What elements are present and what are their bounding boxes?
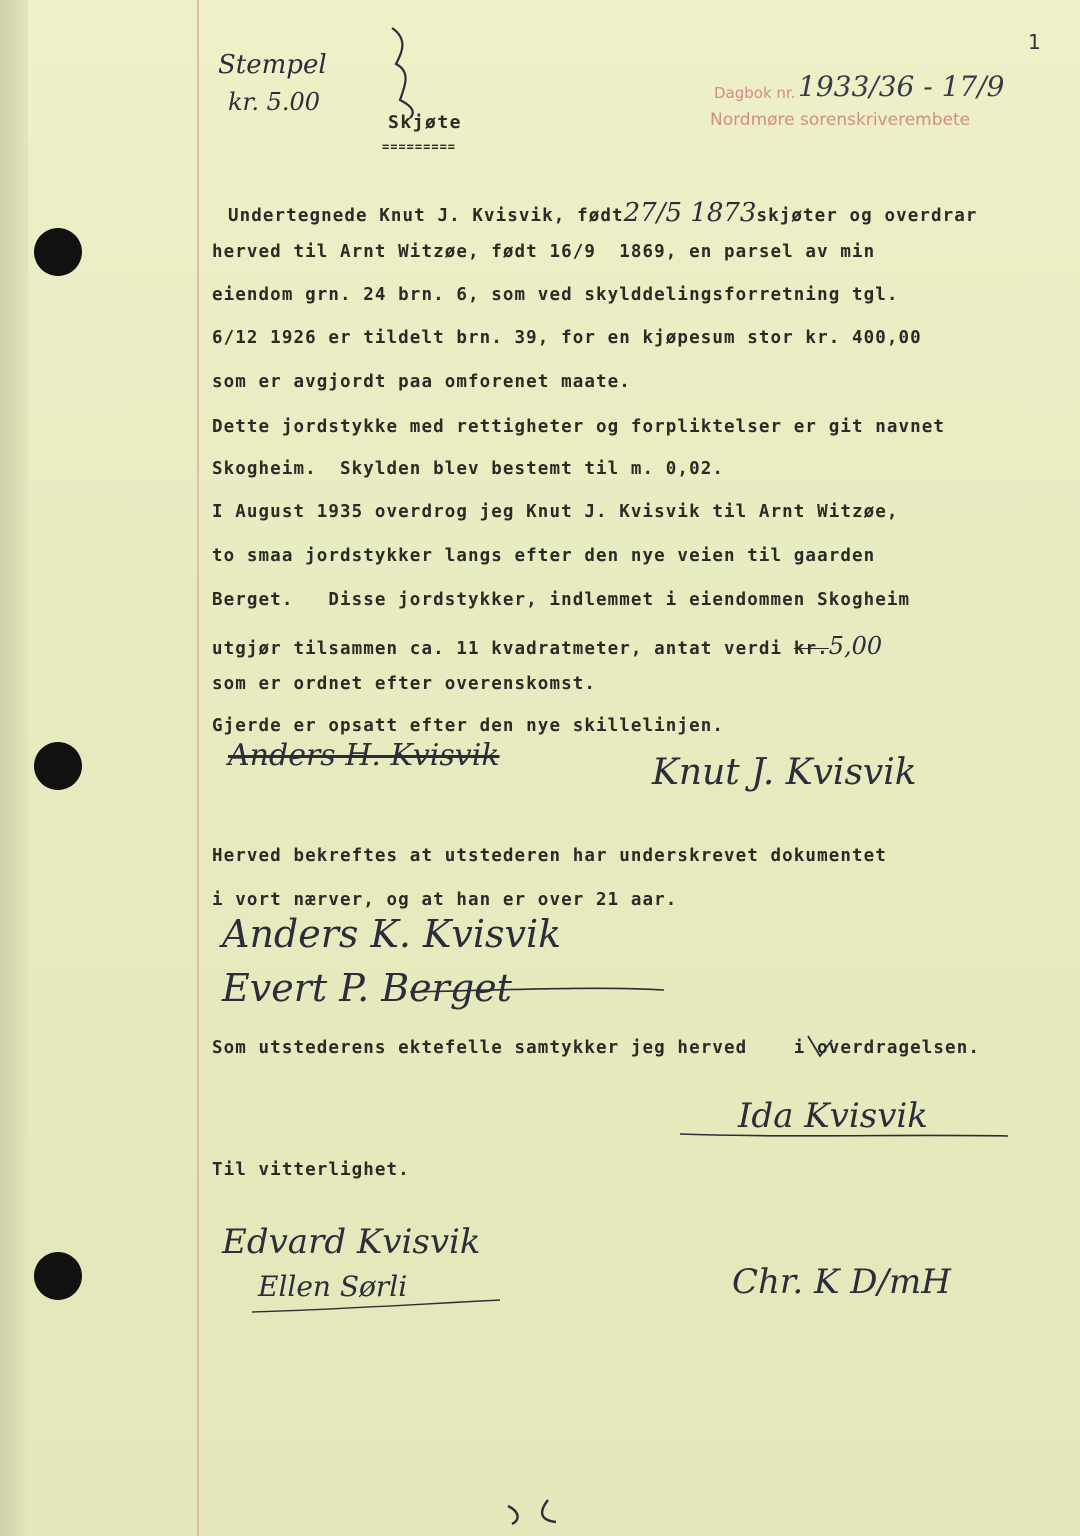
body-line: Skogheim. Skylden blev bestemt til m. 0,02. xyxy=(212,459,724,479)
body-line: som er ordnet efter overenskomst. xyxy=(212,674,596,694)
body-text: utgjør tilsammen ca. 11 kvadratmeter, antat verdi xyxy=(212,639,783,659)
consent-line: Som utstederens ektefelle samtykker jeg herved i overdragelsen. xyxy=(212,1038,980,1058)
struck-text: kr. xyxy=(793,639,829,659)
document-title: Skjøte xyxy=(388,112,463,133)
witness-signature: Edvard Kvisvik xyxy=(222,1222,481,1262)
page-number: 1 xyxy=(1028,30,1041,54)
grantor-signature: Knut J. Kvisvik xyxy=(652,752,917,793)
stamp-fee-label: Stempel xyxy=(218,50,327,80)
witness-signature: Anders K. Kvisvik xyxy=(222,912,562,956)
witnessing-label: Til vitterlighet. xyxy=(212,1160,410,1180)
spouse-signature: Ida Kvisvik xyxy=(738,1096,928,1136)
value-handwritten: 5,00 xyxy=(828,632,883,660)
body-line: som er avgjordt paa omforenet maate. xyxy=(212,372,631,392)
body-line: eiendom grn. 24 brn. 6, som ved skylddelingsforretning tgl. xyxy=(212,285,899,305)
title-underline: ========= xyxy=(382,140,457,154)
body-line: 6/12 1926 er tildelt brn. 39, for en kjøpesum stor kr. 400,00 xyxy=(212,328,922,348)
journal-stamp-office: Nordmøre sorenskriverembete xyxy=(710,110,971,130)
stamp-fee-amount: kr. 5.00 xyxy=(228,88,321,116)
body-line: Berget. Disse jordstykker, indlemmet i eiendommen Skogheim xyxy=(212,590,911,610)
body-line: I August 1935 overdrog jeg Knut J. Kvisvik til Arnt Witzøe, xyxy=(212,502,899,522)
struck-signature: Anders H. Kvisvik xyxy=(228,738,500,773)
body-line: Gjerde er opsatt efter den nye skillelinjen. xyxy=(212,716,724,736)
body-text: skjøter og overdrar xyxy=(756,206,978,226)
attestation-line: Herved bekreftes at utstederen har underskrevet dokumentet xyxy=(212,846,887,866)
body-line: to smaa jordstykker langs efter den nye veien til gaarden xyxy=(212,546,876,566)
journal-stamp-label: Dagbok nr. xyxy=(714,84,796,102)
journal-number: 1933/36 - 17/9 xyxy=(798,70,1005,103)
clerk-initials: Chr. K D/mH xyxy=(732,1262,951,1302)
attestation-line: i vort nærver, og at han er over 21 aar. xyxy=(212,890,678,910)
body-text: Undertegnede Knut J. Kvisvik, født xyxy=(228,206,624,226)
witness-signature: Ellen Sørli xyxy=(258,1270,408,1303)
body-line: Dette jordstykke med rettigheter og forpliktelser er git navnet xyxy=(212,417,946,437)
birthdate-handwritten: 27/5 1873 xyxy=(623,198,757,228)
witness-signature: Evert P. Berget xyxy=(222,966,512,1010)
body-line: herved til Arnt Witzøe, født 16/9 1869, en parsel av min xyxy=(212,242,876,262)
